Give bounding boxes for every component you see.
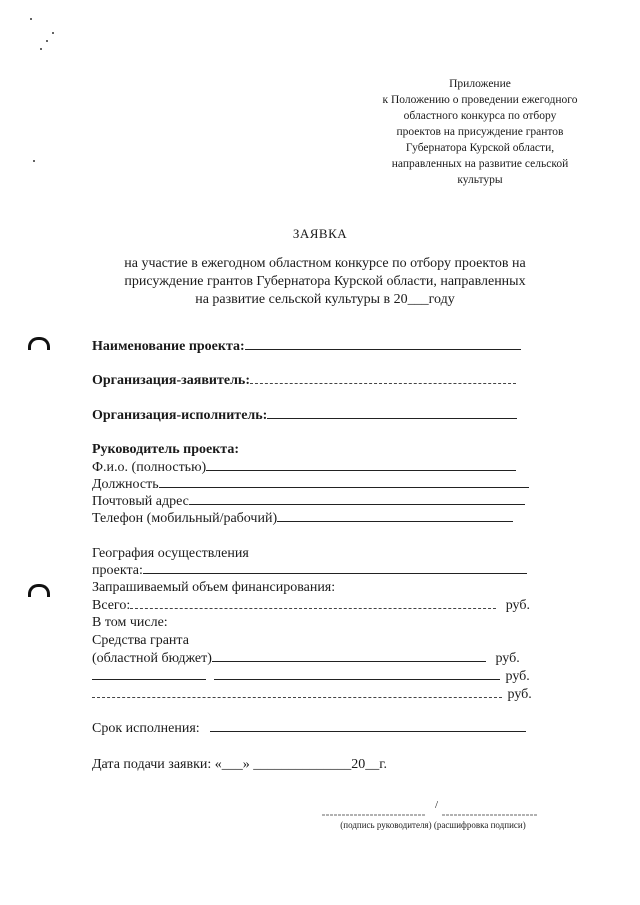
executor-org-label: Организация-исполнитель: — [92, 408, 268, 423]
other-source-combined-line[interactable] — [92, 696, 502, 698]
including-label: В том числе: — [92, 615, 168, 630]
grant-funds-label: Средства гранта — [92, 633, 189, 648]
geography-input-line[interactable] — [143, 572, 527, 574]
other-source-amount-line[interactable] — [214, 678, 500, 680]
full-name-field — [92, 460, 516, 476]
scan-speck — [30, 18, 32, 20]
deadline-input-line[interactable] — [210, 730, 526, 732]
other-source-field-1 — [92, 669, 530, 685]
geography-label-line2: проекта: — [92, 563, 143, 578]
appendix-line: культуры — [457, 174, 503, 186]
appendix-line: областного конкурса по отбору — [403, 110, 557, 122]
executor-org-input-line[interactable] — [267, 417, 517, 419]
total-input-line[interactable] — [130, 607, 496, 609]
scan-speck — [33, 160, 35, 162]
subtitle-line: на участие в ежегодном областном конкурсе по отбору проектов на — [124, 256, 526, 271]
signature-caption: (подпись руководителя) (расшифровка подписи) — [340, 820, 526, 830]
regional-budget-rub: руб. — [495, 651, 520, 666]
project-head-heading: Руководитель проекта: — [92, 442, 239, 457]
funding-requested-label: Запрашиваемый объем финансирования: — [92, 580, 336, 595]
appendix-header — [360, 76, 600, 188]
submission-date-field[interactable]: Дата подачи заявки: «___» ______________20__г. — [92, 757, 387, 772]
subtitle-line: на развитие сельской культуры в 20___году — [195, 292, 455, 307]
scan-speck — [46, 40, 48, 42]
other-source-name-line[interactable] — [92, 678, 206, 680]
regional-budget-field — [92, 651, 520, 667]
deadline-label: Срок исполнения: — [92, 721, 200, 736]
project-name-input-line[interactable] — [245, 348, 521, 350]
postal-address-label: Почтовый адрес — [92, 494, 189, 509]
geography-field — [92, 563, 527, 579]
regional-budget-label: (областной бюджет) — [92, 651, 212, 666]
subtitle-line: присуждение грантов Губернатора Курской области, направленных — [124, 274, 526, 289]
hole-punch-mark — [28, 337, 50, 350]
other-source-field-2 — [92, 687, 532, 703]
scan-speck — [40, 48, 42, 50]
position-input-line[interactable] — [159, 486, 529, 488]
project-name-field — [92, 339, 521, 355]
other-source-rub: руб. — [505, 669, 530, 684]
appendix-line: проектов на присуждение грантов — [396, 126, 564, 138]
hole-punch-mark — [28, 584, 50, 597]
applicant-org-label: Организация-заявитель: — [92, 373, 250, 388]
postal-address-field — [92, 494, 525, 510]
deadline-field — [92, 721, 526, 737]
total-label: Всего: — [92, 598, 131, 613]
regional-budget-input-line[interactable] — [212, 660, 486, 662]
phone-field — [92, 511, 513, 527]
scan-speck — [52, 32, 54, 34]
geography-label-line1: География осуществления — [92, 546, 249, 561]
applicant-org-input-line[interactable] — [250, 382, 516, 384]
signature-lines[interactable] — [322, 806, 538, 816]
signature-slash: / — [435, 799, 439, 811]
document-subtitle — [90, 255, 560, 309]
document-title: ЗАЯВКА — [292, 226, 348, 241]
postal-address-input-line[interactable] — [189, 503, 525, 505]
appendix-line: Приложение — [449, 78, 511, 90]
position-label: Должность — [92, 477, 159, 492]
appendix-line: Губернатора Курской области, — [405, 142, 555, 154]
phone-input-line[interactable] — [277, 520, 513, 522]
full-name-label: Ф.и.о. (полностью) — [92, 460, 207, 475]
applicant-org-field — [92, 373, 516, 389]
total-rub: руб. — [505, 598, 530, 613]
appendix-line: к Положению о проведении ежегодного — [382, 94, 578, 106]
position-field — [92, 477, 529, 493]
phone-label: Телефон (мобильный/рабочий) — [92, 511, 278, 526]
project-name-label: Наименование проекта: — [92, 339, 245, 354]
total-field — [92, 598, 530, 614]
full-name-input-line[interactable] — [206, 469, 516, 471]
appendix-line: направленных на развитие сельской — [391, 158, 569, 170]
executor-org-field — [92, 408, 517, 424]
other-source-rub: руб. — [507, 687, 532, 702]
